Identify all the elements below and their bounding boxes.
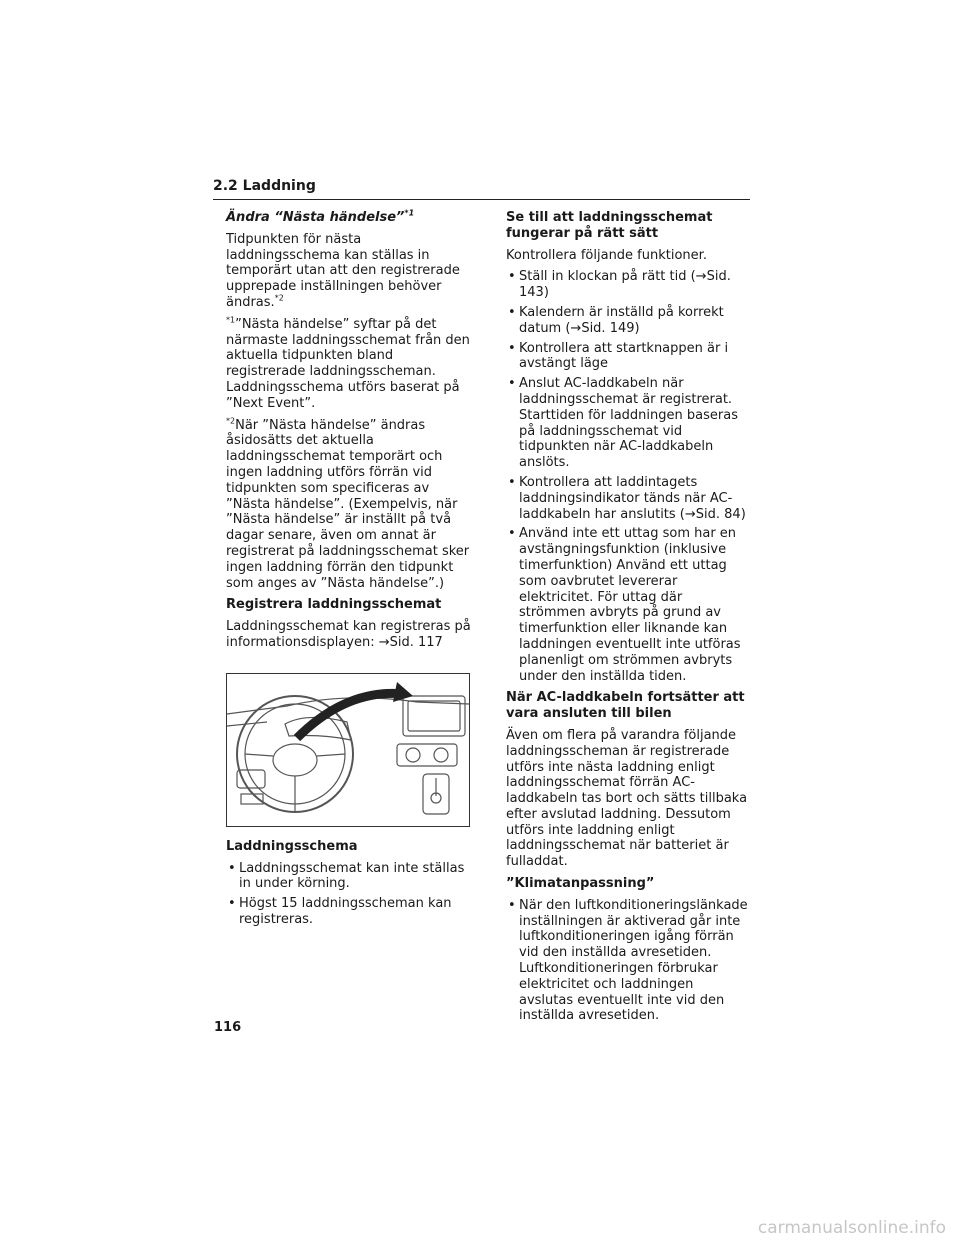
- list-item: • Kalendern är inställd på korrekt datum (→Sid. 149): [506, 305, 750, 337]
- footnote-text: ”Nästa händelse” syftar på det närmaste laddningsschemat från den aktuella tidpunkten bland registrerade laddningsscheman. Laddningsschema utförs baserat på ”Next Event”.: [226, 316, 470, 411]
- check-bullets: [506, 269, 750, 684]
- list-item: • Ställ in klockan på rätt tid (→Sid. 143): [506, 269, 750, 301]
- footnote-marker: *1: [226, 315, 236, 325]
- steering-wheel-display-illustration: [227, 674, 469, 826]
- list-item: • Anslut AC-laddkabeln när laddningsschemat är registrerat. Starttiden för laddningen baseras på laddningsschemat vid tidpunkten när AC-laddkabeln anslöts.: [506, 376, 750, 471]
- list-item: • Kontrollera att laddintagets laddningsindikator tänds när AC-laddkabeln har anslutits (→Sid. 84): [506, 475, 750, 522]
- check-schedule-heading: Se till att laddningsschemat fungerar på rätt sätt: [506, 210, 713, 241]
- footnote-ref: *2: [274, 293, 284, 303]
- cable-connected-body: Även om flera på varandra följande laddningsscheman är registrerade utförs inte nästa laddning enligt laddningsschemat förrän AC-laddkabeln tas bort och sätts tillbaka efter avslutad laddning. Dessutom utförs inte laddning enligt laddningsschemat när batteriet är fulladdat.: [506, 727, 748, 870]
- left-column: [226, 210, 476, 934]
- list-item: • När den luftkonditioneringslänkade inställningen är aktiverad går inte luftkonditioneringen igång förrän vid den inställda avresetiden. Luftkonditioneringen förbrukar elektricitet och laddningen avslutas eventuellt inte vid den inställda avresetiden.: [506, 898, 750, 1024]
- footnote-marker: *2: [226, 416, 236, 426]
- watermark: carmanualsonline.info: [757, 1218, 946, 1238]
- register-schedule-heading: Registrera laddningsschemat: [226, 597, 442, 613]
- body-text: Tidpunkten för nästa laddningsschema kan ställas in temporärt utan att den registrerade upprepade inställningen behöver ändras.: [226, 231, 460, 310]
- list-item: • Använd inte ett uttag som har en avstängningsfunktion (inklusive timerfunktion) Använd ett uttag som oavbrutet levererar elektricitet. För uttag där strömmen avbryts på grund av timerfunktion eller liknande kan laddningen eventuellt inte utföras planenligt om strömmen avbryts under den inställda tiden.: [506, 526, 750, 684]
- page-number: 116: [214, 1020, 242, 1035]
- register-schedule-body: Laddningsschemat kan registreras på informationsdisplayen: →Sid. 117: [226, 619, 471, 650]
- heading-text: Ändra “Nästa händelse”: [226, 210, 405, 225]
- footnote-text: När ”Nästa händelse” ändras åsidosätts det aktuella laddningsschemat temporärt och ingen laddning utförs förrän vid tidpunkten som specificeras av ”Nästa händelse”. (Exempelvis, när ”Nästa händelse” är inställt på två dagar senare, även om annat är registrerat på laddningsschemat sker ingen laddning förrän den tidpunkt som anges av ”Nästa händelse”.): [226, 417, 470, 591]
- check-intro: Kontrollera följande funktioner.: [506, 247, 707, 263]
- footnote-2: [226, 418, 476, 592]
- change-next-event-body: [226, 232, 476, 311]
- cable-connected-heading: När AC-laddkabeln fortsätter att vara ansluten till bilen: [506, 690, 745, 722]
- list-item: • Laddningsschemat kan inte ställas in under körning.: [226, 861, 476, 893]
- schedule-heading: Laddningsschema: [226, 838, 358, 854]
- section-title: 2.2 Laddning: [213, 178, 750, 200]
- footnote-1: [226, 317, 476, 412]
- change-next-event-heading: [226, 210, 476, 226]
- schedule-bullets: [226, 861, 476, 928]
- list-item: • Kontrollera att startknappen är i avstängt läge: [506, 341, 750, 373]
- list-item: • Högst 15 laddningsscheman kan registreras.: [226, 896, 476, 928]
- dashboard-illustration: [226, 673, 470, 827]
- footnote-ref: *1: [404, 208, 415, 218]
- climate-heading: ”Klimatanpassning”: [506, 876, 655, 892]
- right-column: [506, 210, 750, 1030]
- climate-bullets: [506, 898, 750, 1024]
